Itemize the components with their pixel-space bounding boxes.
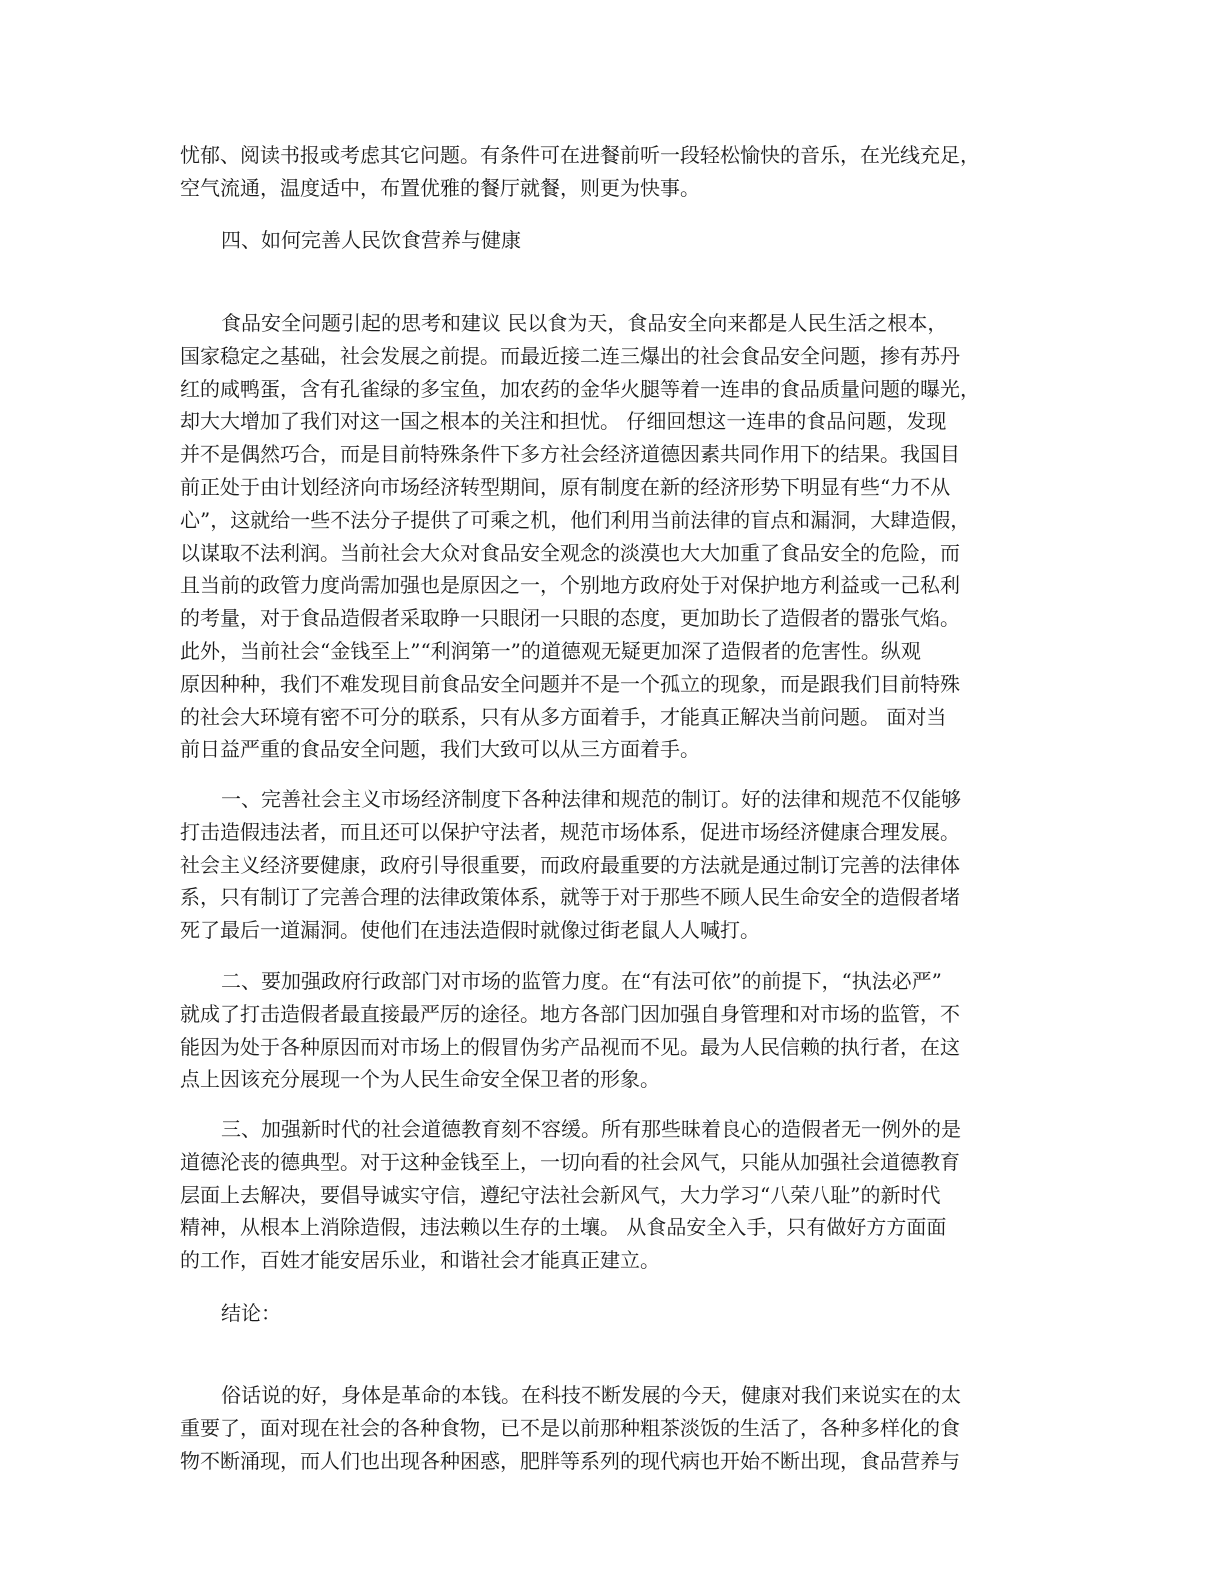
text-line: 打击造假违法者，而且还可以保护守法者，规范市场体系，促进市场经济健康合理发展。 bbox=[180, 819, 960, 844]
heading-text: 结论： bbox=[221, 1301, 281, 1325]
text-line: 重要了，面对现在社会的各种食物，已不是以前那种粗茶淡饭的生活了，各种多样化的食 bbox=[180, 1415, 960, 1440]
paragraph-dining-environment bbox=[180, 139, 1040, 205]
text-line: 空气流通，温度适中，布置优雅的餐厅就餐，则更为快事。 bbox=[180, 175, 700, 200]
text-line: 就成了打击造假者最直接最严厉的途径。地方各部门因加强自身管理和对市场的监管，不 bbox=[180, 1001, 960, 1026]
text-line: 前日益严重的食品安全问题，我们大致可以从三方面着手。 bbox=[180, 737, 700, 762]
text-line: 红的咸鸭蛋，含有孔雀绿的多宝鱼，加农药的金华火腿等着一连串的食品质量问题的曝光， bbox=[180, 376, 980, 401]
text-line: 却大大增加了我们对这一国之根本的关注和担忧。 仔细回想这一连串的食品问题，发现 bbox=[180, 409, 947, 434]
text-line: 俗话说的好，身体是革命的本钱。在科技不断发展的今天，健康对我们来说实在的太 bbox=[221, 1383, 961, 1407]
paragraph-point-2 bbox=[180, 965, 1040, 1096]
text-line: 社会主义经济要健康，政府引导很重要，而政府最重要的方法就是通过制订完善的法律体 bbox=[180, 852, 960, 877]
text-line: 此外，当前社会“金钱至上”“利润第一”的道德观无疑更加深了造假者的危害性。纵观 bbox=[180, 638, 921, 663]
paragraph-conclusion bbox=[180, 1379, 1040, 1477]
section-heading-4 bbox=[180, 224, 1040, 257]
paragraph-point-3 bbox=[180, 1113, 1040, 1277]
heading-text: 四、如何完善人民饮食营养与健康 bbox=[221, 228, 521, 252]
text-line: 以谋取不法利润。当前社会大众对食品安全观念的淡漠也大大加重了食品安全的危险，而 bbox=[180, 540, 960, 565]
text-line: 的考量，对于食品造假者采取睁一只眼闭一只眼的态度，更加助长了造假者的嚣张气焰。 bbox=[180, 606, 960, 631]
text-line: 且当前的政管力度尚需加强也是原因之一，个别地方政府处于对保护地方利益或一己私利 bbox=[180, 573, 960, 598]
text-line: 前正处于由计划经济向市场经济转型期间，原有制度在新的经济形势下明显有些“力不从 bbox=[180, 474, 951, 499]
text-line: 原因种种，我们不难发现目前食品安全问题并不是一个孤立的现象，而是跟我们目前特殊 bbox=[180, 671, 960, 696]
text-line: 死了最后一道漏洞。使他们在违法造假时就像过街老鼠人人喊打。 bbox=[180, 918, 760, 943]
text-line: 层面上去解决，要倡导诚实守信，遵纪守法社会新风气，大力学习“八荣八耻”的新时代 bbox=[180, 1182, 941, 1207]
text-line: 并不是偶然巧合，而是目前特殊条件下多方社会经济道德因素共同作用下的结果。我国目 bbox=[180, 442, 960, 467]
text-line: 二、要加强政府行政部门对市场的监管力度。在“有法可依”的前提下，“执法必严” bbox=[221, 969, 942, 993]
conclusion-heading bbox=[180, 1297, 1040, 1330]
text-line: 食品安全问题引起的思考和建议 民以食为天，食品安全向来都是人民生活之根本， bbox=[221, 311, 948, 335]
text-line: 系，只有制订了完善合理的法律政策体系，就等于对于那些不顾人民生命安全的造假者堵 bbox=[180, 885, 960, 910]
text-line: 心”，这就给一些不法分子提供了可乘之机，他们利用当前法律的盲点和漏洞，大肆造假， bbox=[180, 507, 971, 532]
text-line: 能因为处于各种原因而对市场上的假冒伪劣产品视而不见。最为人民信赖的执行者，在这 bbox=[180, 1034, 960, 1059]
text-line: 三、加强新时代的社会道德教育刻不容缓。所有那些昧着良心的造假者无一例外的是 bbox=[221, 1117, 961, 1141]
text-line: 的社会大环境有密不可分的联系，只有从多方面着手，才能真正解决当前问题。 面对当 bbox=[180, 704, 947, 729]
text-line: 物不断涌现，而人们也出现各种困惑，肥胖等系列的现代病也开始不断出现，食品营养与 bbox=[180, 1448, 960, 1473]
text-line: 精神，从根本上消除造假，违法赖以生存的土壤。 从食品安全入手，只有做好方方面面 bbox=[180, 1215, 947, 1240]
text-line: 国家稳定之基础，社会发展之前提。而最近接二连三爆出的社会食品安全问题，掺有苏丹 bbox=[180, 343, 960, 368]
text-line: 道德沦丧的德典型。对于这种金钱至上，一切向看的社会风气，只能从加强社会道德教育 bbox=[180, 1149, 960, 1174]
paragraph-point-1 bbox=[180, 783, 1040, 947]
text-line: 的工作，百姓才能安居乐业，和谐社会才能真正建立。 bbox=[180, 1248, 660, 1273]
paragraph-food-safety bbox=[180, 307, 1040, 766]
text-line: 点上因该充分展现一个为人民生命安全保卫者的形象。 bbox=[180, 1067, 660, 1092]
text-line: 忧郁、阅读书报或考虑其它问题。有条件可在进餐前听一段轻松愉快的音乐，在光线充足， bbox=[180, 143, 980, 167]
text-line: 一、完善社会主义市场经济制度下各种法律和规范的制订。好的法律和规范不仅能够 bbox=[221, 787, 961, 811]
